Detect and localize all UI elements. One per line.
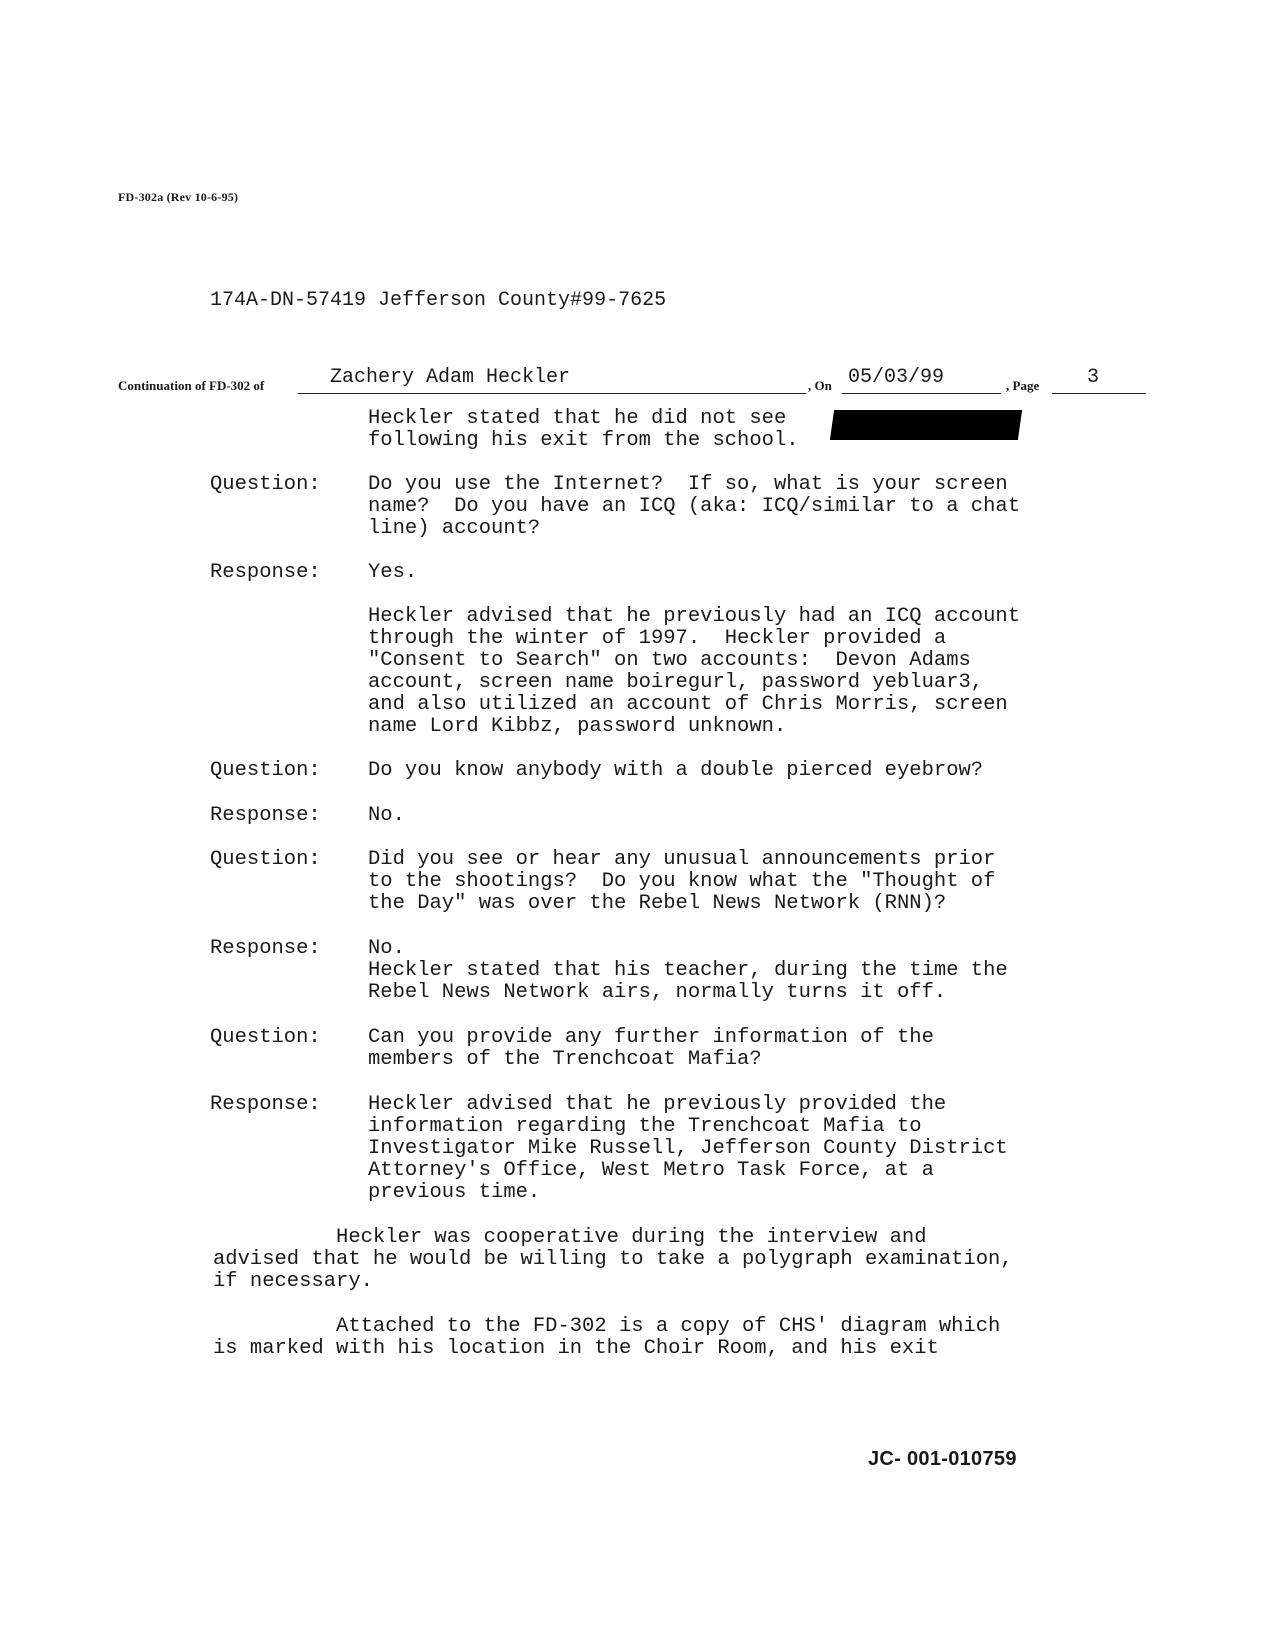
response-label: Response: — [210, 937, 321, 960]
form-identifier: FD-302a (Rev 10-6-95) — [118, 190, 239, 204]
continuation-label: Continuation of FD-302 of — [118, 378, 265, 393]
page-number: 3 — [1087, 366, 1100, 389]
question-label: Question: — [210, 759, 321, 782]
page-label: , Page — [1006, 378, 1040, 393]
response-text: No. Heckler stated that his teacher, during the time the Rebel News Network airs, normally turns it off. — [368, 937, 1008, 1004]
subject-name: Zachery Adam Heckler — [330, 366, 571, 389]
response-label: Response: — [210, 1093, 321, 1116]
question-text: Do you use the Internet? If so, what is your screen name? Do you have an ICQ (aka: ICQ/similar to a chat line) account? — [368, 473, 1021, 540]
question-label: Question: — [210, 848, 321, 871]
question-label: Question: — [210, 473, 321, 496]
question-label: Question: — [210, 1026, 321, 1049]
question-text: Do you know anybody with a double pierced eyebrow? — [368, 759, 984, 782]
question-text: Can you provide any further information of the members of the Trenchcoat Mafia? — [368, 1026, 934, 1071]
question-text: Did you see or hear any unusual announcements prior to the shootings? Do you know what the "Thought of the Day" was over the Rebel News Network (RNN)? — [368, 848, 996, 915]
date-label: , On — [808, 378, 832, 393]
redaction-bar — [830, 410, 1022, 440]
date-underline — [842, 393, 1001, 394]
response-text: No. — [368, 804, 405, 827]
subject-name-underline — [298, 393, 806, 394]
page-underline — [1052, 393, 1146, 394]
response-text: Heckler advised that he previously provided the information regarding the Trenchcoat Mafia to Investigator Mike Russell, Jefferson County District Attorney's Office, West Metro Task Force, at a previous time. — [368, 1093, 1008, 1204]
response-label: Response: — [210, 804, 321, 827]
paragraph: Attached to the FD-302 is a copy of CHS' diagram which is marked with his location in the Choir Room, and his exit — [213, 1315, 1001, 1360]
file-number: 174A-DN-57419 Jefferson County#99-7625 — [210, 289, 667, 312]
response-text: Yes. — [368, 561, 418, 584]
statement-text: Heckler advised that he previously had an ICQ account through the winter of 1997. Heckler provided a "Consent to Search" on two accounts: Devon Adams account, screen name boiregurl, password yebluar3, and also utilized an account of Chris Morris, screen name Lord Kibbz, password unknown. — [368, 605, 1021, 738]
statement-text: Heckler stated that he did not see following his exit from the school. — [368, 407, 799, 452]
bates-number: JC- 001-010759 — [868, 1448, 1017, 1470]
interview-date: 05/03/99 — [848, 366, 945, 389]
paragraph: Heckler was cooperative during the interview and advised that he would be willing to take a polygraph examination, if necessary. — [213, 1226, 1013, 1293]
response-label: Response: — [210, 561, 321, 584]
